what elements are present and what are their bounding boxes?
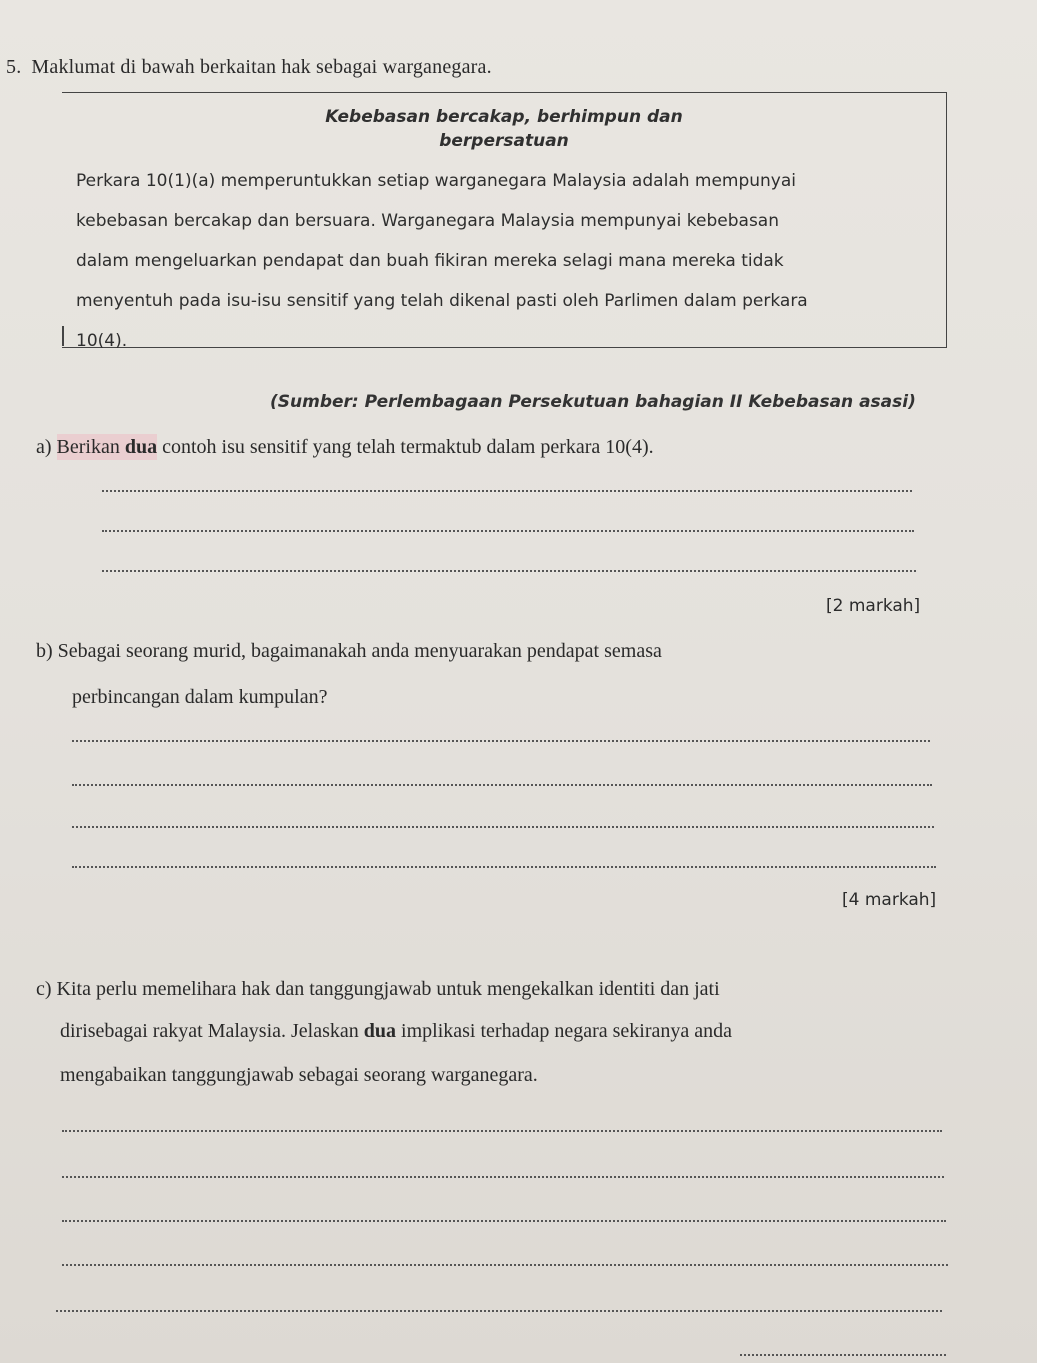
part-c-question-line3: mengabaikan tanggungjawab sebagai seorang warganegara.	[60, 1064, 538, 1086]
part-a-text-after: contoh isu sensitif yang telah termaktub dalam perkara 10(4).	[162, 436, 654, 458]
answer-line[interactable]	[62, 1220, 946, 1222]
box-text-line: dalam mengeluarkan pendapat dan buah fikiran mereka selagi mana mereka tidak	[76, 251, 784, 271]
answer-line[interactable]	[72, 826, 934, 828]
part-c-text-before: dirisebagai rakyat Malaysia. Jelaskan	[60, 1020, 359, 1042]
part-b-label: b)	[36, 640, 53, 662]
part-c-text-line1: Kita perlu memelihara hak dan tanggungjawab untuk mengekalkan identiti dan jati	[56, 978, 720, 1000]
part-a-text-before: Berikan	[56, 436, 120, 458]
answer-line[interactable]	[62, 1130, 942, 1132]
part-c-emphasis: dua	[363, 1020, 397, 1042]
part-c-text-after: implikasi terhadap negara sekiranya anda	[401, 1020, 732, 1042]
box-text-line: Perkara 10(1)(a) memperuntukkan setiap warganegara Malaysia adalah mempunyai	[76, 171, 797, 191]
source-citation: (Sumber: Perlembagaan Persekutuan bahagian II Kebebasan asasi)	[270, 392, 916, 412]
part-b-marks: [4 markah]	[842, 890, 937, 910]
part-a-marks: [2 markah]	[826, 596, 921, 616]
box-title-line2: berpersatuan	[439, 131, 569, 151]
part-a-label: a)	[36, 436, 52, 458]
part-b-question-line2: perbincangan dalam kumpulan?	[72, 686, 328, 708]
box-text-line: 10(4).	[76, 331, 128, 351]
answer-line[interactable]	[102, 490, 912, 492]
answer-line[interactable]	[72, 740, 930, 742]
answer-line[interactable]	[62, 1176, 944, 1178]
box-title-line1: Kebebasan bercakap, berhimpun dan	[325, 107, 683, 127]
part-b-question-line1	[36, 640, 662, 663]
answer-line[interactable]	[102, 570, 916, 572]
part-b-text-line1: Sebagai seorang murid, bagaimanakah anda menyuarakan pendapat semasa	[57, 640, 662, 662]
box-text-line: menyentuh pada isu-isu sensitif yang telah dikenal pasti oleh Parlimen dalam perkara	[76, 291, 808, 311]
question-number: 5.	[6, 56, 22, 78]
part-c-question-line2	[60, 1020, 732, 1043]
answer-line[interactable]	[102, 530, 914, 532]
question-heading	[6, 56, 492, 79]
answer-line[interactable]	[62, 1264, 948, 1266]
part-a-emphasis: dua	[124, 436, 158, 458]
answer-line[interactable]	[72, 784, 932, 786]
part-a-highlight	[57, 434, 158, 460]
part-a-question	[36, 436, 654, 459]
answer-line[interactable]	[56, 1310, 942, 1312]
part-c-question-line1	[36, 978, 720, 1001]
answer-line[interactable]	[740, 1354, 946, 1356]
answer-line[interactable]	[72, 866, 936, 868]
question-intro: Maklumat di bawah berkaitan hak sebagai warganegara.	[31, 56, 492, 78]
info-box	[62, 92, 947, 351]
part-c-label: c)	[36, 978, 52, 1000]
box-text-line: kebebasan bercakap dan bersuara. Warganegara Malaysia mempunyai kebebasan	[76, 211, 779, 231]
box-left-border	[62, 326, 64, 346]
